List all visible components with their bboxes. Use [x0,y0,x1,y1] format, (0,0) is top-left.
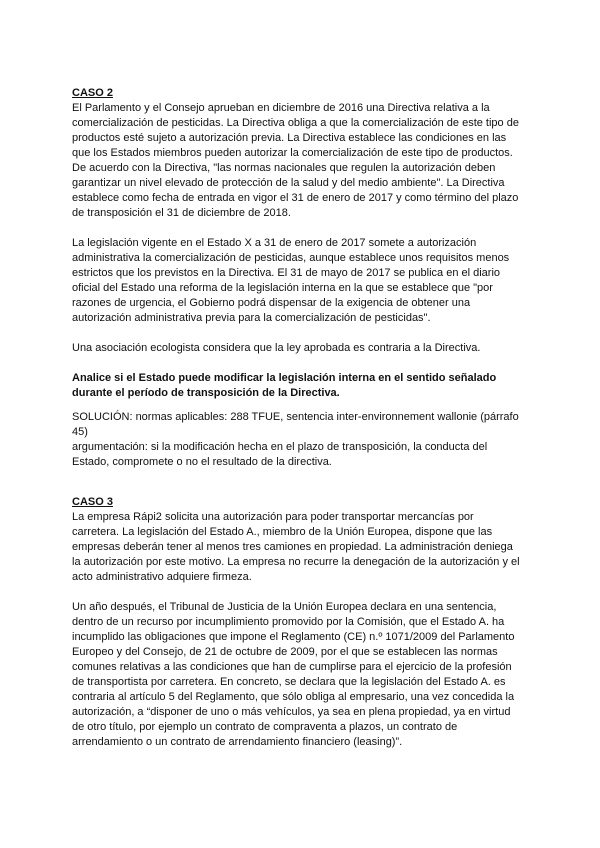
text-line: de otro título, por ejemplo un contrato de compraventa a plazos, un contrato de [72,721,458,733]
text-line: acto administrativo adquiere firmeza. [72,571,252,583]
text-line: empresas deberán tener al menos tres camiones en propiedad. La administración deniega [72,541,513,553]
text-line: de transportista por carretera. En concreto, se declara que la legislación del Estado A. es [72,676,506,688]
caso-2-paragraph-3 [72,341,532,356]
text-line: de transposición el 31 de diciembre de 2018. [72,207,291,219]
text-line: comercialización de pesticidas. La Directiva obliga a que la comercialización de este tipo de [72,117,519,129]
text-line: carretera. La legislación del Estado A., miembro de la Unión Europea, dispone que las [72,526,493,538]
solution-line: argumentación: si la modificación hecha en el plazo de transposición, la conducta del [72,441,488,453]
caso-2-paragraph-1 [72,101,532,221]
text-line: establece como fecha de entrada en vigor el 31 de enero de 2017 y como término del plazo [72,192,519,204]
caso-3-paragraph-1 [72,510,532,585]
text-line: la autorización por este motivo. La empresa no recurre la denegación de la autorización y el [72,556,520,568]
caso-2-paragraph-2 [72,236,532,326]
text-line: administrativa la comercialización de pesticidas, aunque establece unos requisitos menos [72,252,510,264]
text-line: comunes relativas a las condiciones que han de cumplirse para el ejercicio de la profesión [72,661,512,673]
caso-3-section [72,495,532,750]
text-line: garantizar un nivel elevado de protección de la salud y del medio ambiente". La Directiva [72,177,505,189]
caso-2-solution [72,410,532,470]
caso-2-question [72,371,532,401]
question-line: durante el período de transposición de la Directiva. [72,387,340,399]
text-line: La empresa Rápi2 solicita una autorización para poder transportar mercancías por [72,511,474,523]
caso-2-title: CASO 2 [72,87,113,99]
text-line: arrendamiento o un contrato de arrendamiento financiero (leasing)”. [72,736,403,748]
text-line: que los Estados miembros pueden autorizar la comercialización de este tipo de productos. [72,147,513,159]
caso-3-title: CASO 3 [72,496,113,508]
text-line: oficial del Estado una reforma de la legislación interna en la que se establece que "por [72,282,493,294]
text-line: La legislación vigente en el Estado X a 31 de enero de 2017 somete a autorización [72,237,477,249]
solution-line: 45) [72,426,88,438]
text-line: Un año después, el Tribunal de Justicia de la Unión Europea declara en una sentencia, [72,601,497,613]
text-line: productos esté sujeto a autorización previa. La Directiva establece las condiciones en las [72,132,507,144]
caso-2-section [72,86,532,470]
text-line: contraria al artículo 5 del Reglamento, que sólo obliga al empresario, una vez concedida la [72,691,515,703]
text-line: Una asociación ecologista considera que la ley aprobada es contraria a la Directiva. [72,342,481,354]
text-line: dentro de un recurso por incumplimiento promovido por la Comisión, que el Estado A. ha [72,616,505,628]
text-line: Europeo y del Consejo, de 21 de octubre de 2009, por el que se establecen las normas [72,646,498,658]
text-line: autorización administrativa previa para la comercialización de pesticidas". [72,312,431,324]
text-line: autorización, a “disponer de uno o más vehículos, ya sea en plena propiedad, ya en virtud [72,706,511,718]
question-line: Analice si el Estado puede modificar la legislación interna en el sentido señalado [72,372,497,384]
solution-line: SOLUCIÓN: normas aplicables: 288 TFUE, sentencia inter-environnement wallonie (párrafo [72,411,519,423]
solution-line: Estado, compromete o no el resultado de la directiva. [72,456,332,468]
text-line: El Parlamento y el Consejo aprueban en diciembre de 2016 una Directiva relativa a la [72,102,490,114]
text-line: De acuerdo con la Directiva, "las normas nacionales que regulen la autorización deben [72,162,496,174]
text-line: razones de urgencia, el Gobierno podrá dispensar de la exigencia de obtener una [72,297,471,309]
document-content [72,86,532,750]
text-line: estrictos que los previstos en la Directiva. El 31 de mayo de 2017 se publica en el diario [72,267,501,279]
text-line: incumplido las obligaciones que impone el Reglamento (CE) n.º 1071/2009 del Parlamento [72,631,515,643]
caso-3-paragraph-2 [72,600,532,750]
